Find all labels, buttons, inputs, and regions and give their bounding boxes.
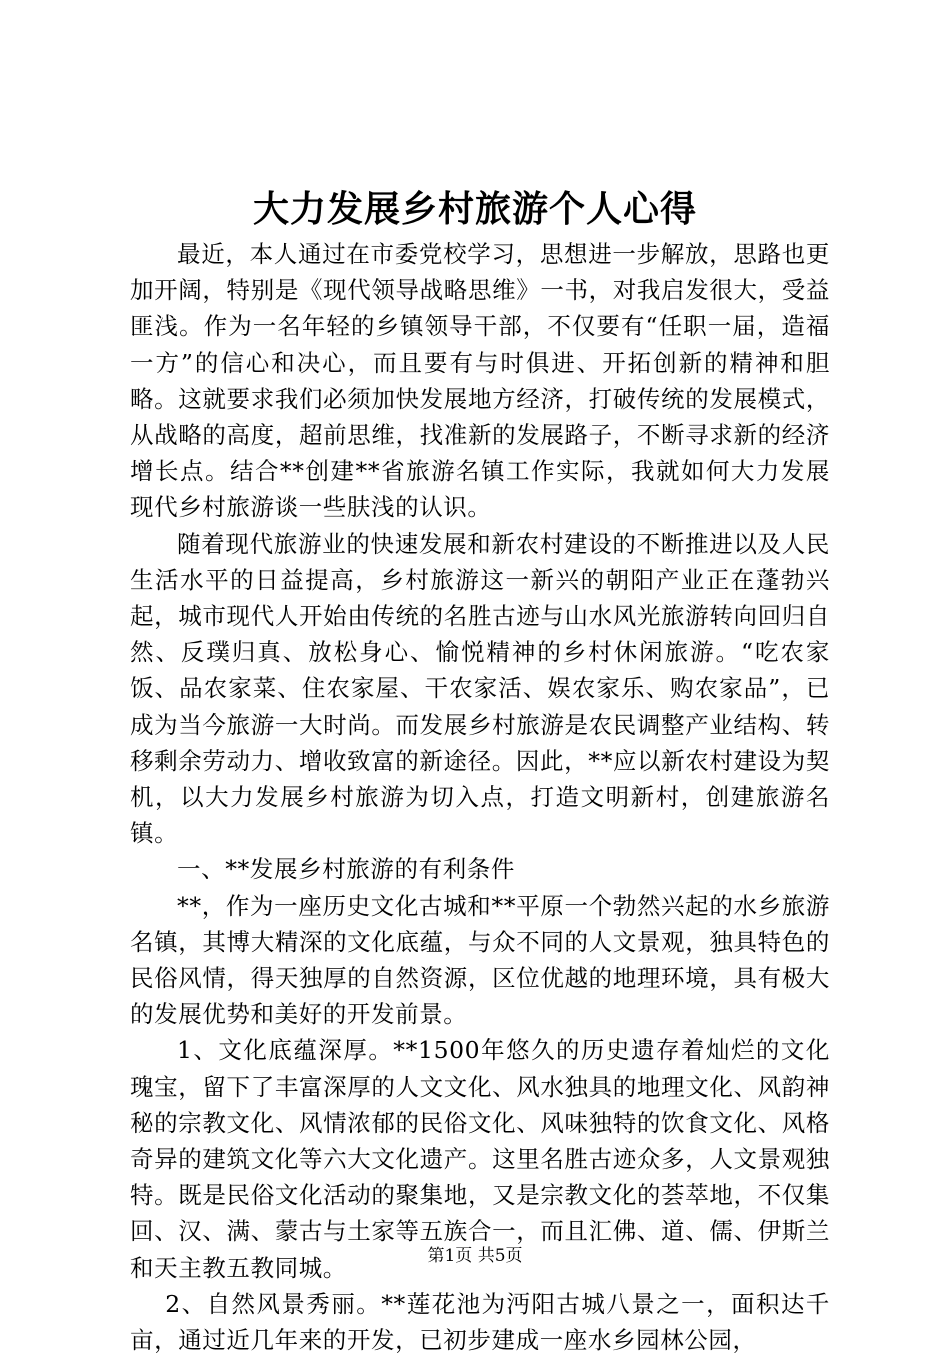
paragraph-background: 随着现代旅游业的快速发展和新农村建设的不断推进以及人民生活水平的日益提高，乡村旅游这一新兴的朝阳产业正在蓬勃兴起，城市现代人开始由传统的名胜古迹与山水风光旅游转向回归自然、反璞归真、放松身心、愉悦精神的乡村休闲旅游。“吃农家饭、品农家菜、住农家屋、干农家活、娱农家乐、购农家品”，已成为当今旅游一大时尚。而发展乡村旅游是农民调整产业结构、转移剩余劳动力、增收致富的新途径。因此，**应以新农村建设为契机，以大力发展乡村旅游为切入点，打造文明新村，创建旅游名镇。 [130, 529, 830, 848]
paragraph-scenery: 2、自然风景秀丽。**莲花池为沔阳古城八景之一，面积达千亩，通过近几年来的开发，已初步建成一座水乡园林公园， [130, 1289, 830, 1355]
paragraph-intro: 最近，本人通过在市委党校学习，思想进一步解放，思路也更加开阔，特别是《现代领导战略思维》一书，对我启发很大，受益匪浅。作为一名年轻的乡镇领导干部，不仅要有“任职一届，造福一方”的信心和决心，而且要有与时俱进、开拓创新的精神和胆略。这就要求我们必须加快发展地方经济，打破传统的发展模式，从战略的高度，超前思维，找准新的发展路子，不断寻求新的经济增长点。结合**创建**省旅游名镇工作实际，我就如何大力发展现代乡村旅游谈一些肤浅的认识。 [130, 240, 830, 522]
paragraph-overview: **，作为一座历史文化古城和**平原一个勃然兴起的水乡旅游名镇，其博大精深的文化底蕴，与众不同的人文景观，独具特色的民俗风情，得天独厚的自然资源，区位优越的地理环境，具有极大的发展优势和美好的开发前景。 [130, 891, 830, 1029]
paragraph-culture: 1、文化底蕴深厚。**1500年悠久的历史遗存着灿烂的文化瑰宝，留下了丰富深厚的人文文化、风水独具的地理文化、风韵神秘的宗教文化、风情浓郁的民俗文化、风味独特的饮食文化、风格奇异的建筑文化等六大文化遗产。这里名胜古迹众多，人文景观独特。既是民俗文化活动的聚集地，又是宗教文化的荟萃地，不仅集回、汉、满、蒙古与土家等五族合一，而且汇佛、道、儒、伊斯兰和天主教五教同城。 [130, 1036, 830, 1282]
document-title: 大力发展乡村旅游个人心得 [252, 188, 697, 230]
page-number-footer: 第1页 共5页 [427, 1246, 523, 1266]
document-body [130, 236, 830, 1358]
section-heading-favorable-conditions: 一、**发展乡村旅游的有利条件 [177, 855, 515, 884]
